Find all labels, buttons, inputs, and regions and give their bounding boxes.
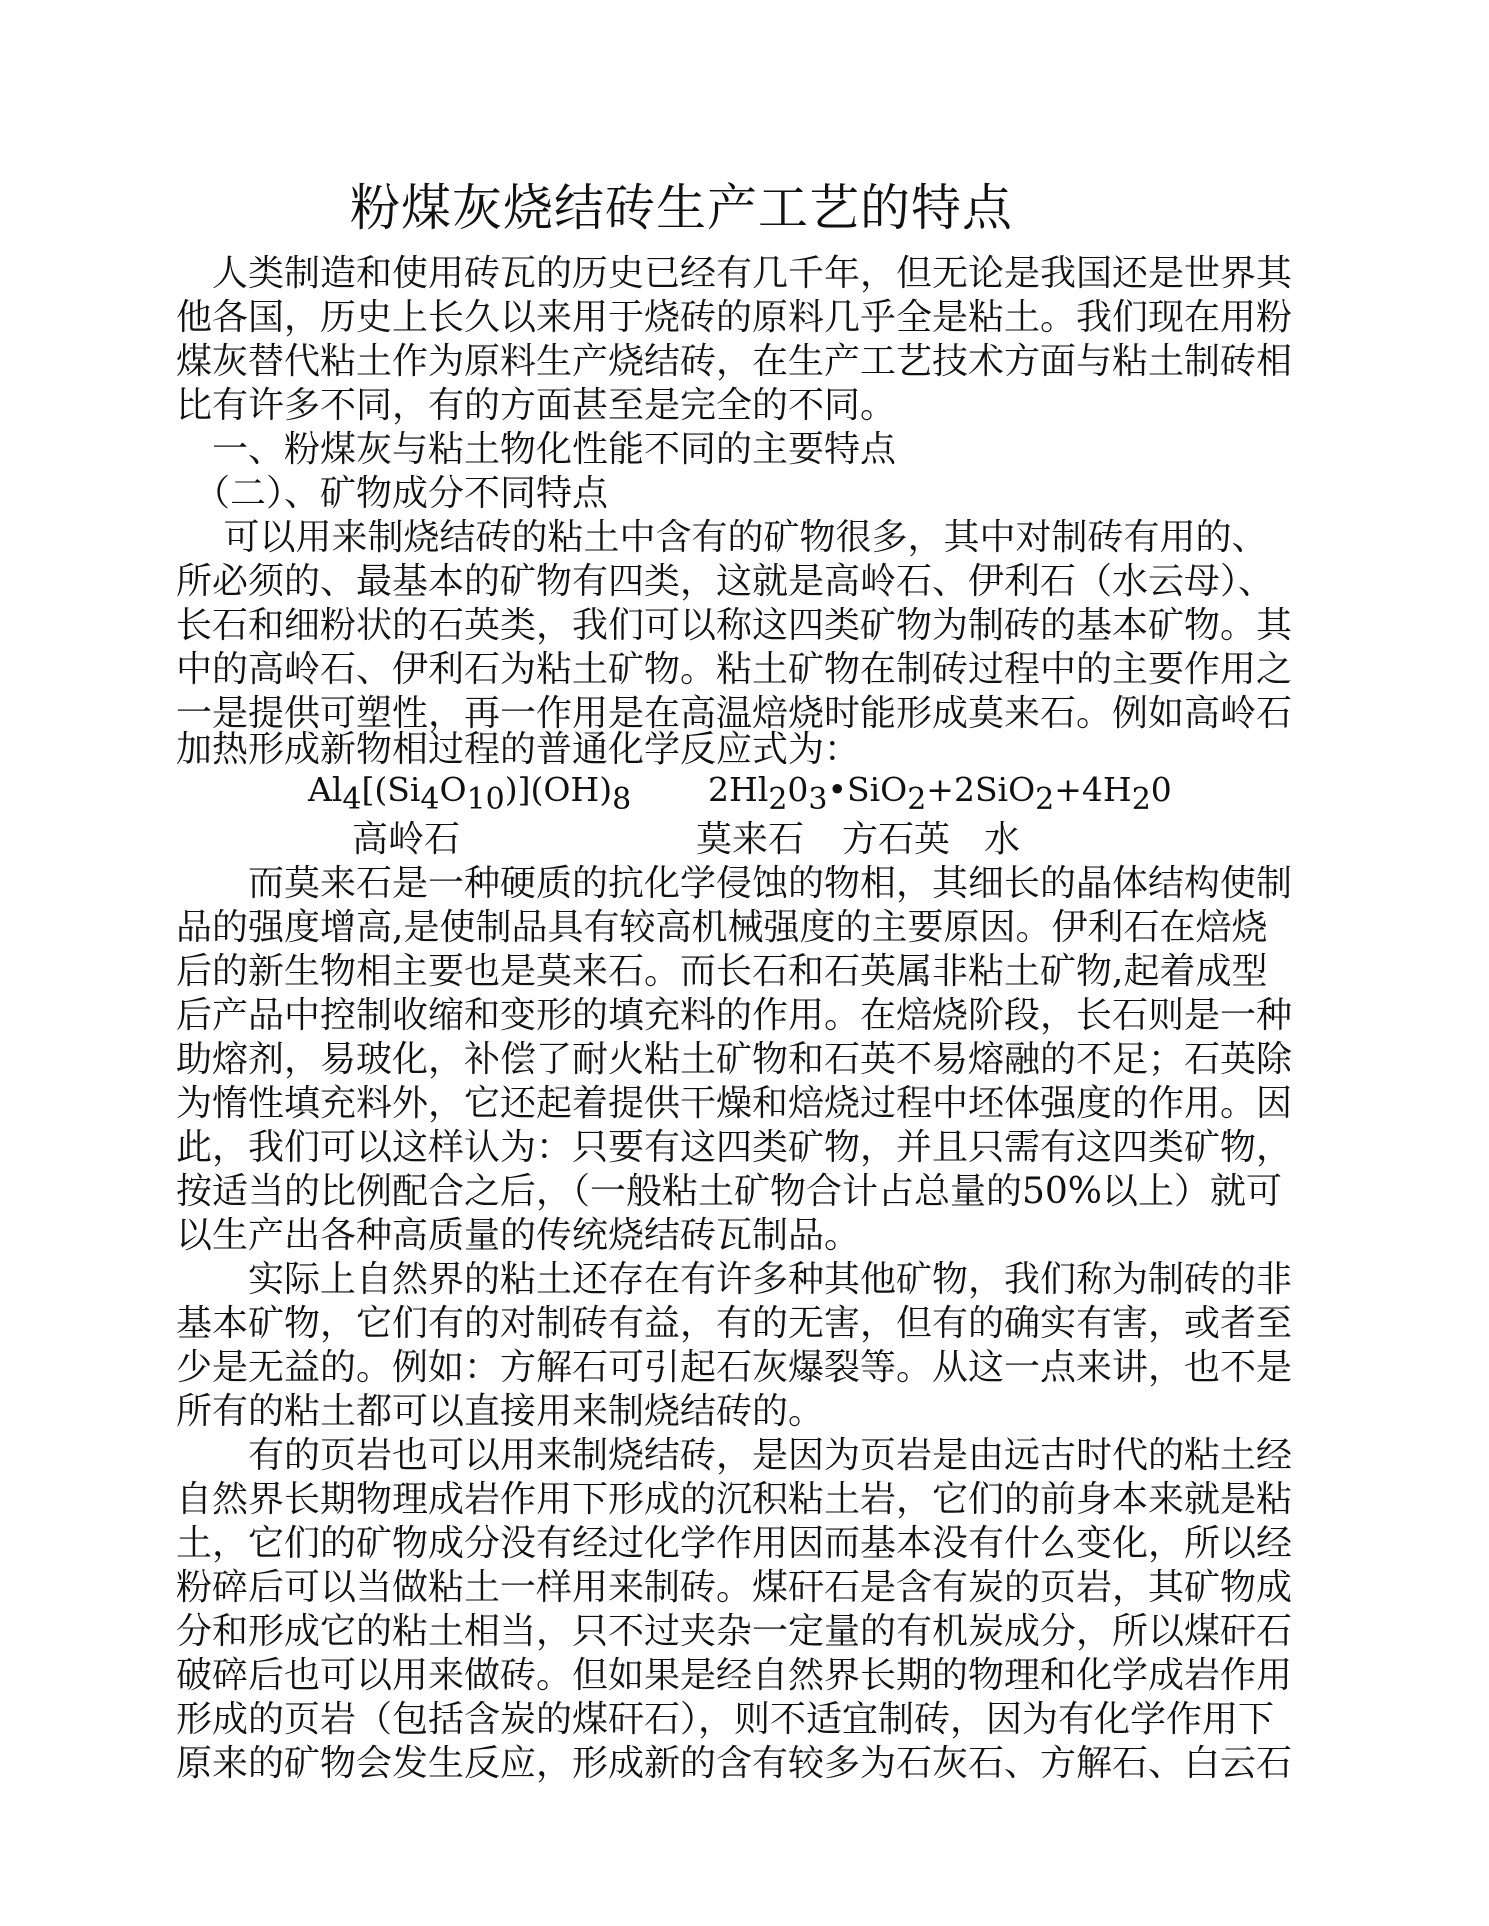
mineral-label-product: 方石英 (842, 819, 951, 860)
text-line: 分和形成它的粘土相当，只不过夹杂一定量的有机炭成分，所以煤矸石 (176, 1611, 1293, 1652)
text-line: 基本矿物，它们有的对制砖有益，有的无害，但有的确实有害，或者至 (176, 1303, 1293, 1344)
text-line: 后的新生物相主要也是莫来石。而长石和石英属非粘土矿物,起着成型 (176, 951, 1268, 992)
text-line: 长石和细粉状的石英类，我们可以称这四类矿物为制砖的基本矿物。其 (176, 605, 1293, 646)
text-line: 为惰性填充料外，它还起着提供干燥和焙烧过程中坯体强度的作用。因 (176, 1083, 1293, 1124)
mineral-label-reactant: 高岭石 (352, 819, 461, 860)
text-line: 此，我们可以这样认为：只要有这四类矿物，并且只需有这四类矿物， (176, 1127, 1293, 1168)
text-line: 土，它们的矿物成分没有经过化学作用因而基本没有什么变化，所以经 (176, 1523, 1293, 1564)
text-line: 品的强度增高,是使制品具有较高机械强度的主要原因。伊利石在焙烧 (176, 907, 1268, 948)
text-line: 所有的粘土都可以直接用来制烧结砖的。 (176, 1391, 825, 1432)
text-line: 有的页岩也可以用来制烧结砖，是因为页岩是由远古时代的粘土经 (176, 1435, 1293, 1476)
text-line: 可以用来制烧结砖的粘土中含有的矿物很多，其中对制砖有用的、 (176, 517, 1268, 558)
text-line: 一是提供可塑性，再一作用是在高温焙烧时能形成莫来石。例如高岭石 (176, 693, 1293, 734)
document-title: 粉煤灰烧结砖生产工艺的特点 (350, 179, 1013, 237)
text-line: 少是无益的。例如：方解石可引起石灰爆裂等。从这一点来讲，也不是 (176, 1347, 1293, 1388)
mineral-label-product: 水 (984, 819, 1021, 860)
subsection-heading: （二）、矿物成分不同特点 (176, 473, 609, 514)
text-line: 破碎后也可以用来做砖。但如果是经自然界长期的物理和化学成岩作用 (176, 1655, 1293, 1696)
text-line: 形成的页岩（包括含炭的煤矸石），则不适宜制砖，因为有化学作用下 (176, 1699, 1275, 1740)
text-line: 煤灰替代粘土作为原料生产烧结砖，在生产工艺技术方面与粘土制砖相 (176, 341, 1293, 382)
text-line: 按适当的比例配合之后，（一般粘土矿物合计占总量的50%以上）就可 (176, 1171, 1283, 1212)
text-line: 实际上自然界的粘土还存在有许多种其他矿物，我们称为制砖的非 (176, 1259, 1293, 1300)
text-line: 自然界长期物理成岩作用下形成的沉积粘土岩，它们的前身本来就是粘 (176, 1479, 1293, 1520)
text-line: 后产品中控制收缩和变形的填充料的作用。在焙烧阶段，长石则是一种 (176, 995, 1293, 1036)
reaction-product: $2Hl_20_3•SiO_2+2SiO_2+4H_20$ (708, 770, 1172, 817)
text-line: 中的高岭石、伊利石为粘土矿物。粘土矿物在制砖过程中的主要作用之 (176, 649, 1293, 690)
text-line: 人类制造和使用砖瓦的历史已经有几千年，但无论是我国还是世界其 (176, 253, 1293, 294)
text-line: 以生产出各种高质量的传统烧结砖瓦制品。 (176, 1215, 861, 1256)
text-line: 他各国，历史上长久以来用于烧砖的原料几乎全是粘土。我们现在用粉 (176, 297, 1293, 338)
mineral-label-product: 莫来石 (696, 819, 805, 860)
text-line: 所必须的、最基本的矿物有四类，这就是高岭石、伊利石（水云母）、 (176, 561, 1275, 602)
text-line: 原来的矿物会发生反应，形成新的含有较多为石灰石、方解石、白云石 (176, 1743, 1293, 1784)
section-heading: 一、粉煤灰与粘土物化性能不同的主要特点 (176, 429, 897, 470)
text-line: 而莫来石是一种硬质的抗化学侵蚀的物相，其细长的晶体结构使制 (176, 863, 1293, 904)
reaction-reactant: $Al_4[(Si_4O_{10})](OH)_8$ (308, 770, 632, 817)
text-line: 加热形成新物相过程的普通化学反应式为： (176, 729, 861, 770)
text-line: 粉碎后可以当做粘土一样用来制砖。煤矸石是含有炭的页岩，其矿物成 (176, 1567, 1293, 1608)
text-line: 比有许多不同，有的方面甚至是完全的不同。 (176, 385, 897, 426)
text-line: 助熔剂，易玻化，补偿了耐火粘土矿物和石英不易熔融的不足；石英除 (176, 1039, 1293, 1080)
